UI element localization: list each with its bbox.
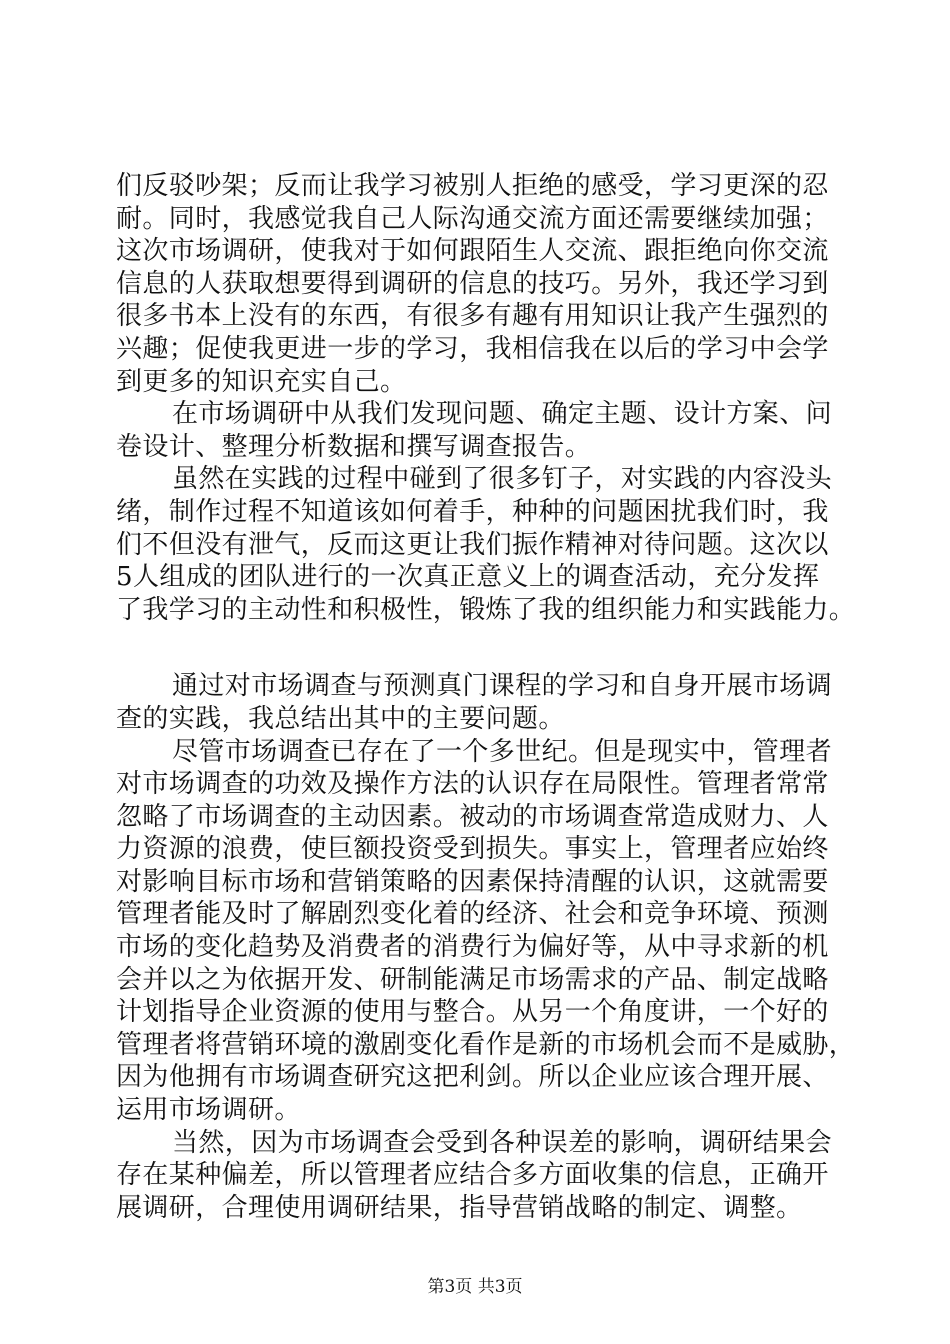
paragraph-6-line-2: 存在某种偏差，所以管理者应结合多方面收集的信息，正确开: [116, 1160, 829, 1191]
paragraph-1-line-3: 这次市场调研，使我对于如何跟陌生人交流、跟拒绝向你交流: [116, 236, 829, 267]
paragraph-3-line-5: 了我学习的主动性和积极性，锻炼了我的组织能力和实践能力。: [116, 594, 856, 625]
paragraph-3-line-3: 们不但没有泄气，反而这更让我们振作精神对待问题。这次以: [116, 529, 829, 560]
paragraph-3-line-4: 5人组成的团队进行的一次真正意义上的调查活动，充分发挥: [116, 562, 820, 593]
paragraph-6: [116, 1127, 846, 1225]
paragraph-1: [116, 170, 846, 398]
paragraph-5-line-8: 会并以之为依据开发、研制能满足市场需求的产品、制定战略: [116, 964, 829, 995]
paragraph-5-line-10: 管理者将营销环境的激剧变化看作是新的市场机会而不是威胁，: [116, 1029, 856, 1060]
paragraph-5-line-11: 因为他拥有市场调查研究这把利剑。所以企业应该合理开展、: [116, 1062, 829, 1093]
paragraph-5-line-5: 对影响目标市场和营销策略的因素保持清醒的认识，这就需要: [116, 866, 829, 897]
paragraph-5: [116, 736, 856, 1127]
paragraph-5-line-7: 市场的变化趋势及消费者的消费行为偏好等，从中寻求新的机: [116, 932, 829, 963]
paragraph-1-line-4: 信息的人获取想要得到调研的信息的技巧。另外，我还学习到: [116, 268, 829, 299]
paragraph-1-line-7: 到更多的知识充实自己。: [116, 366, 407, 397]
paragraph-5-line-4: 力资源的浪费，使巨额投资受到损失。事实上，管理者应始终: [116, 834, 829, 865]
paragraph-2: [116, 398, 846, 463]
paragraph-6-line-3: 展调研，合理使用调研结果，指导营销战略的制定、调整。: [116, 1192, 803, 1223]
paragraph-gap: [116, 626, 846, 670]
paragraph-2-line-2: 卷设计、整理分析数据和撰写调查报告。: [116, 431, 592, 462]
paragraph-4-line-2: 查的实践，我总结出其中的主要问题。: [116, 703, 565, 734]
paragraph-4: [116, 670, 846, 735]
paragraph-1-line-2: 耐。同时，我感觉我自己人际沟通交流方面还需要继续加强；: [116, 203, 829, 234]
paragraph-5-line-12: 运用市场调研。: [116, 1095, 301, 1126]
document-body: [116, 170, 856, 1224]
paragraph-4-line-1: 通过对市场调查与预测真门课程的学习和自身开展市场调: [172, 671, 833, 702]
paragraph-2-line-1: 在市场调研中从我们发现问题、确定主题、设计方案、问: [172, 399, 833, 430]
paragraph-1-line-6: 兴趣；促使我更进一步的学习，我相信我在以后的学习中会学: [116, 333, 829, 364]
paragraph-1-line-5: 很多书本上没有的东西，有很多有趣有用知识让我产生强烈的: [116, 301, 829, 332]
paragraph-3-line-2: 绪，制作过程不知道该如何着手，种种的问题困扰我们时，我: [116, 496, 829, 527]
paragraph-3-line-1: 虽然在实践的过程中碰到了很多钉子，对实践的内容没头: [172, 464, 833, 495]
paragraph-5-line-9: 计划指导企业资源的使用与整合。从另一个角度讲，一个好的: [116, 997, 829, 1028]
paragraph-5-line-1: 尽管市场调查已存在了一个多世纪。但是现实中，管理者: [172, 736, 833, 767]
paragraph-5-line-2: 对市场调查的功效及操作方法的认识存在局限性。管理者常常: [116, 769, 829, 800]
page-number: 第3页 共3页: [427, 1277, 523, 1297]
paragraph-6-line-1: 当然，因为市场调查会受到各种误差的影响，调研结果会: [172, 1127, 833, 1158]
paragraph-5-line-6: 管理者能及时了解剧烈变化着的经济、社会和竞争环境、预测: [116, 899, 829, 930]
paragraph-5-line-3: 忽略了市场调查的主动因素。被动的市场调查常造成财力、人: [116, 801, 829, 832]
paragraph-1-line-1: 们反驳吵架；反而让我学习被别人拒绝的感受，学习更深的忍: [116, 171, 829, 201]
paragraph-3: [116, 463, 856, 626]
